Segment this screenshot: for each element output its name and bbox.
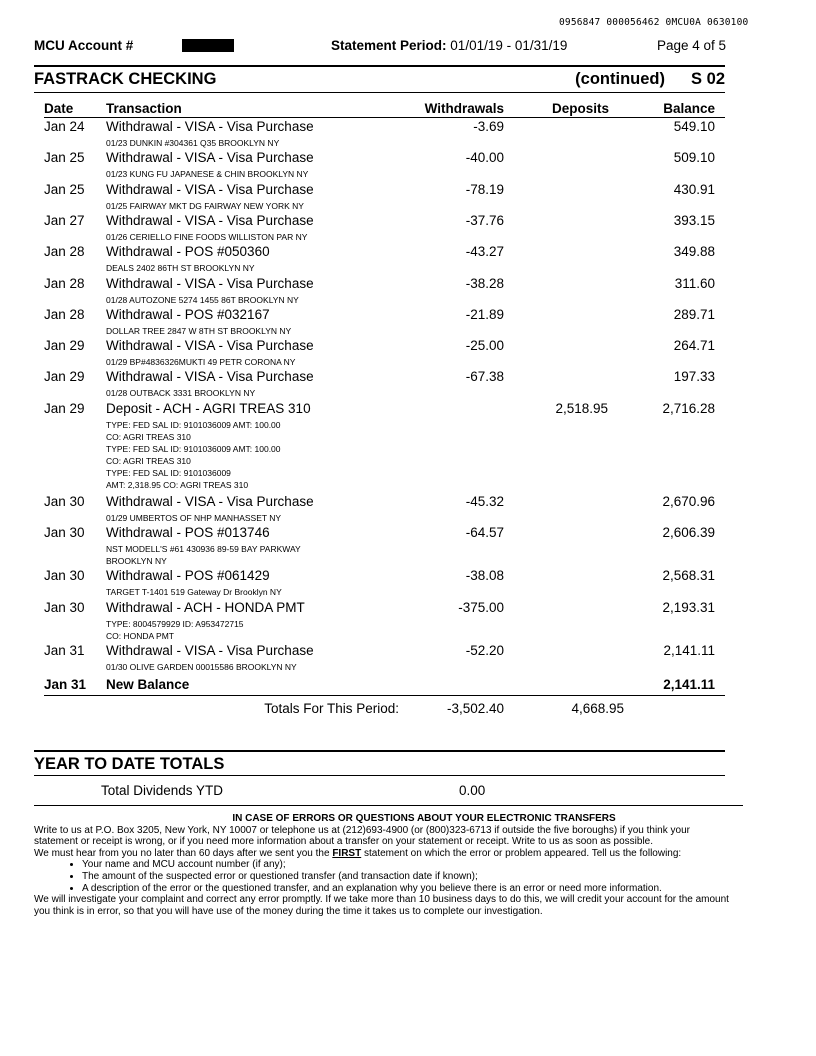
transaction-date: Jan 28 — [44, 306, 85, 322]
transaction-balance: 549.10 — [673, 119, 715, 134]
transaction-balance: 349.88 — [673, 244, 715, 260]
transaction-balance: 2,141.11 — [663, 643, 715, 659]
col-balance: Balance — [663, 101, 715, 116]
transaction-details — [106, 512, 346, 524]
transaction-detail-line: TYPE: FED SAL ID: 9101036009 AMT: 100.00 — [106, 419, 281, 430]
transaction-details — [106, 543, 346, 567]
transaction-withdrawal: -45.32 — [465, 493, 504, 509]
account-label: MCU Account # — [34, 38, 134, 53]
divider — [34, 805, 743, 806]
statement-period — [331, 38, 567, 53]
new-balance-date: Jan 31 — [44, 677, 87, 692]
transaction-withdrawal: -64.57 — [465, 524, 504, 540]
transaction-description: Withdrawal - VISA - Visa Purchase — [106, 150, 314, 166]
notice-paragraph: We will investigate your complaint and correct any error promptly. If we take more than 10 business days to do this, we will credit your account for the amount you think is in error, so that you will have use of the money during the time it takes us to complete our investigation. — [34, 894, 729, 917]
totals-label: Totals For This Period: — [264, 701, 399, 716]
ocr-line: 0956847 000056462 0MCU0A 0630100 — [559, 17, 749, 28]
transaction-details — [106, 262, 346, 274]
section-code: S 02 — [691, 70, 725, 88]
col-withdrawals: Withdrawals — [424, 101, 504, 116]
divider — [34, 750, 725, 752]
transaction-balance: 2,606.39 — [662, 524, 715, 540]
transaction-details — [106, 294, 346, 306]
ytd-value: 0.00 — [459, 783, 486, 798]
divider — [34, 92, 725, 93]
transaction-date: Jan 25 — [44, 181, 85, 197]
transaction-withdrawal: -67.38 — [465, 369, 504, 385]
transaction-details — [106, 618, 346, 642]
transaction-date: Jan 30 — [44, 599, 85, 615]
notice-title: IN CASE OF ERRORS OR QUESTIONS ABOUT YOUR ELECTRONIC TRANSFERS — [232, 813, 616, 824]
notice-paragraph — [34, 848, 734, 860]
transaction-detail-line: 01/26 CERIELLO FINE FOODS WILLISTON PAR NY — [106, 231, 308, 242]
transaction-description: Deposit - ACH - AGRI TREAS 310 — [106, 400, 311, 416]
transaction-description: Withdrawal - VISA - Visa Purchase — [106, 643, 314, 659]
totals-deposits: 4,668.95 — [571, 701, 624, 716]
transaction-detail-line: DEALS 2402 86TH ST BROOKLYN NY — [106, 263, 255, 274]
col-date: Date — [44, 101, 74, 116]
transaction-detail-line: 01/28 OUTBACK 3331 BROOKLYN NY — [106, 388, 256, 399]
notice-bullet: • Your name and MCU account number (if any); — [82, 859, 734, 871]
period-label: Statement Period: — [331, 38, 447, 53]
transaction-date: Jan 28 — [44, 244, 85, 260]
transaction-withdrawal: -3.69 — [473, 119, 504, 134]
transaction-details — [106, 137, 346, 149]
ytd-title: YEAR TO DATE TOTALS — [34, 755, 225, 773]
notice-bullet: • A description of the error or the questioned transfer, and an explanation why you believe there is an error or need more information. — [82, 883, 734, 895]
transaction-detail-line: CO: AGRI TREAS 310 — [106, 431, 191, 442]
notice-emphasis: FIRST — [332, 847, 362, 859]
transaction-detail-line: CO: HONDA PMT — [106, 630, 175, 641]
transaction-detail-line: TYPE: 8004579929 ID: A953472715 — [106, 618, 244, 629]
transaction-description: Withdrawal - VISA - Visa Purchase — [106, 119, 314, 134]
transaction-detail-line: DOLLAR TREE 2847 W 8TH ST BROOKLYN NY — [106, 325, 292, 336]
col-deposits: Deposits — [551, 101, 609, 116]
transaction-description: Withdrawal - VISA - Visa Purchase — [106, 181, 314, 197]
transaction-balance: 509.10 — [673, 150, 715, 166]
transaction-withdrawal: -375.00 — [458, 599, 504, 615]
notice-bullet: • The amount of the suspected error or questioned transfer (and transaction date if known); — [82, 871, 734, 883]
notice-bullets — [34, 859, 734, 894]
transaction-details — [106, 231, 346, 243]
transaction-withdrawal: -21.89 — [465, 306, 504, 322]
transaction-balance: 2,670.96 — [662, 493, 715, 509]
transaction-description: Withdrawal - POS #061429 — [106, 568, 270, 584]
transaction-withdrawal: -37.76 — [465, 212, 504, 228]
transaction-date: Jan 30 — [44, 493, 85, 509]
transaction-detail-line: 01/30 OLIVE GARDEN 00015586 BROOKLYN NY — [106, 662, 297, 673]
transaction-details — [106, 419, 346, 491]
transaction-details — [106, 661, 346, 673]
divider — [44, 695, 725, 696]
transaction-details — [106, 200, 346, 212]
transaction-detail-line: 01/25 FAIRWAY MKT DG FAIRWAY NEW YORK NY — [106, 200, 304, 211]
transaction-date: Jan 29 — [44, 338, 85, 354]
transaction-description: Withdrawal - POS #032167 — [106, 306, 270, 322]
transaction-date: Jan 25 — [44, 150, 85, 166]
transaction-date: Jan 30 — [44, 568, 85, 584]
transaction-withdrawal: -38.28 — [465, 275, 504, 291]
transaction-balance: 197.33 — [673, 369, 715, 385]
period-value: 01/01/19 - 01/31/19 — [450, 38, 568, 53]
transaction-date: Jan 29 — [44, 400, 85, 416]
transaction-withdrawal: -52.20 — [465, 643, 504, 659]
redacted-account-number — [182, 39, 234, 52]
transaction-details — [106, 586, 346, 598]
totals-withdrawals: -3,502.40 — [446, 701, 504, 716]
transaction-detail-line: CO: AGRI TREAS 310 — [106, 455, 191, 466]
new-balance-amount: 2,141.11 — [663, 677, 715, 692]
transaction-date: Jan 29 — [44, 369, 85, 385]
transaction-date: Jan 28 — [44, 275, 85, 291]
transaction-details — [106, 356, 346, 368]
transaction-detail-line: 01/29 BP#4836326MUKTI 49 PETR CORONA NY — [106, 357, 296, 368]
transaction-date: Jan 27 — [44, 212, 85, 228]
notice-paragraph: Write to us at P.O. Box 3205, New York, NY 10007 or telephone us at (212)693-4900 (or (800)323-6713 if outside the five boroughs) if you think your statement or receipt is wrong, or if you need more information about a transfer on your statement or receipt. Write to us as soon as possible. — [34, 824, 690, 848]
new-balance-label: New Balance — [106, 677, 190, 692]
transaction-withdrawal: -78.19 — [465, 181, 504, 197]
page-indicator: Page 4 of 5 — [656, 38, 726, 53]
col-transaction: Transaction — [106, 101, 182, 116]
transaction-withdrawal: -40.00 — [465, 150, 504, 166]
transaction-detail-line: 01/23 KUNG FU JAPANESE & CHIN BROOKLYN NY — [106, 169, 309, 180]
transaction-detail-line: NST MODELL'S #61 430936 89-59 BAY PARKWAY — [106, 543, 301, 554]
transaction-balance: 311.60 — [674, 275, 715, 291]
transaction-detail-line: TYPE: FED SAL ID: 9101036009 AMT: 100.00 — [106, 443, 281, 454]
transaction-date: Jan 24 — [44, 119, 85, 134]
transaction-description: Withdrawal - VISA - Visa Purchase — [106, 493, 314, 509]
transaction-details — [106, 387, 346, 399]
transaction-balance: 2,568.31 — [662, 568, 715, 584]
transaction-detail-line: TYPE: FED SAL ID: 9101036009 — [106, 467, 231, 478]
transaction-description: Withdrawal - VISA - Visa Purchase — [106, 369, 314, 385]
transaction-detail-line: 01/29 UMBERTOS OF NHP MANHASSET NY — [106, 512, 282, 523]
error-notice — [34, 813, 734, 917]
transaction-balance: 289.71 — [673, 306, 715, 322]
transaction-detail-line: TARGET T-1401 519 Gateway Dr Brooklyn NY — [106, 587, 282, 598]
transaction-description: Withdrawal - ACH - HONDA PMT — [106, 599, 305, 615]
section-title: FASTRACK CHECKING — [34, 70, 217, 88]
notice-text: statement on which the error or problem appeared. Tell us the following: — [361, 847, 682, 859]
transaction-balance: 2,716.28 — [662, 400, 715, 416]
transaction-detail-line: 01/28 AUTOZONE 5274 1455 86T BROOKLYN NY — [106, 294, 299, 305]
ytd-label: Total Dividends YTD — [101, 783, 224, 798]
divider — [34, 65, 725, 67]
transaction-details — [106, 325, 346, 337]
transaction-date: Jan 30 — [44, 524, 85, 540]
transaction-description: Withdrawal - POS #050360 — [106, 244, 270, 260]
transaction-description: Withdrawal - POS #013746 — [106, 524, 270, 540]
transaction-description: Withdrawal - VISA - Visa Purchase — [106, 275, 314, 291]
transaction-detail-line: AMT: 2,318.95 CO: AGRI TREAS 310 — [106, 479, 249, 490]
header-underline — [44, 117, 725, 118]
transaction-balance: 264.71 — [673, 338, 715, 354]
transaction-date: Jan 31 — [44, 643, 85, 659]
transaction-balance: 393.15 — [673, 212, 715, 228]
transaction-description: Withdrawal - VISA - Visa Purchase — [106, 212, 314, 228]
notice-text: We must hear from you no later than 60 days after we sent you the — [34, 847, 333, 859]
transaction-description: Withdrawal - VISA - Visa Purchase — [106, 338, 314, 354]
transaction-withdrawal: -25.00 — [465, 338, 504, 354]
transaction-withdrawal: -38.08 — [465, 568, 504, 584]
transaction-deposit: 2,518.95 — [555, 400, 608, 416]
transaction-detail-line: BROOKLYN NY — [106, 555, 167, 566]
transaction-balance: 2,193.31 — [662, 599, 715, 615]
transaction-balance: 430.91 — [673, 181, 715, 197]
section-continued: (continued) — [575, 70, 665, 88]
divider — [34, 775, 725, 776]
transaction-details — [106, 168, 346, 180]
transaction-detail-line: 01/23 DUNKIN #304361 Q35 BROOKLYN NY — [106, 138, 280, 148]
transaction-withdrawal: -43.27 — [465, 244, 504, 260]
